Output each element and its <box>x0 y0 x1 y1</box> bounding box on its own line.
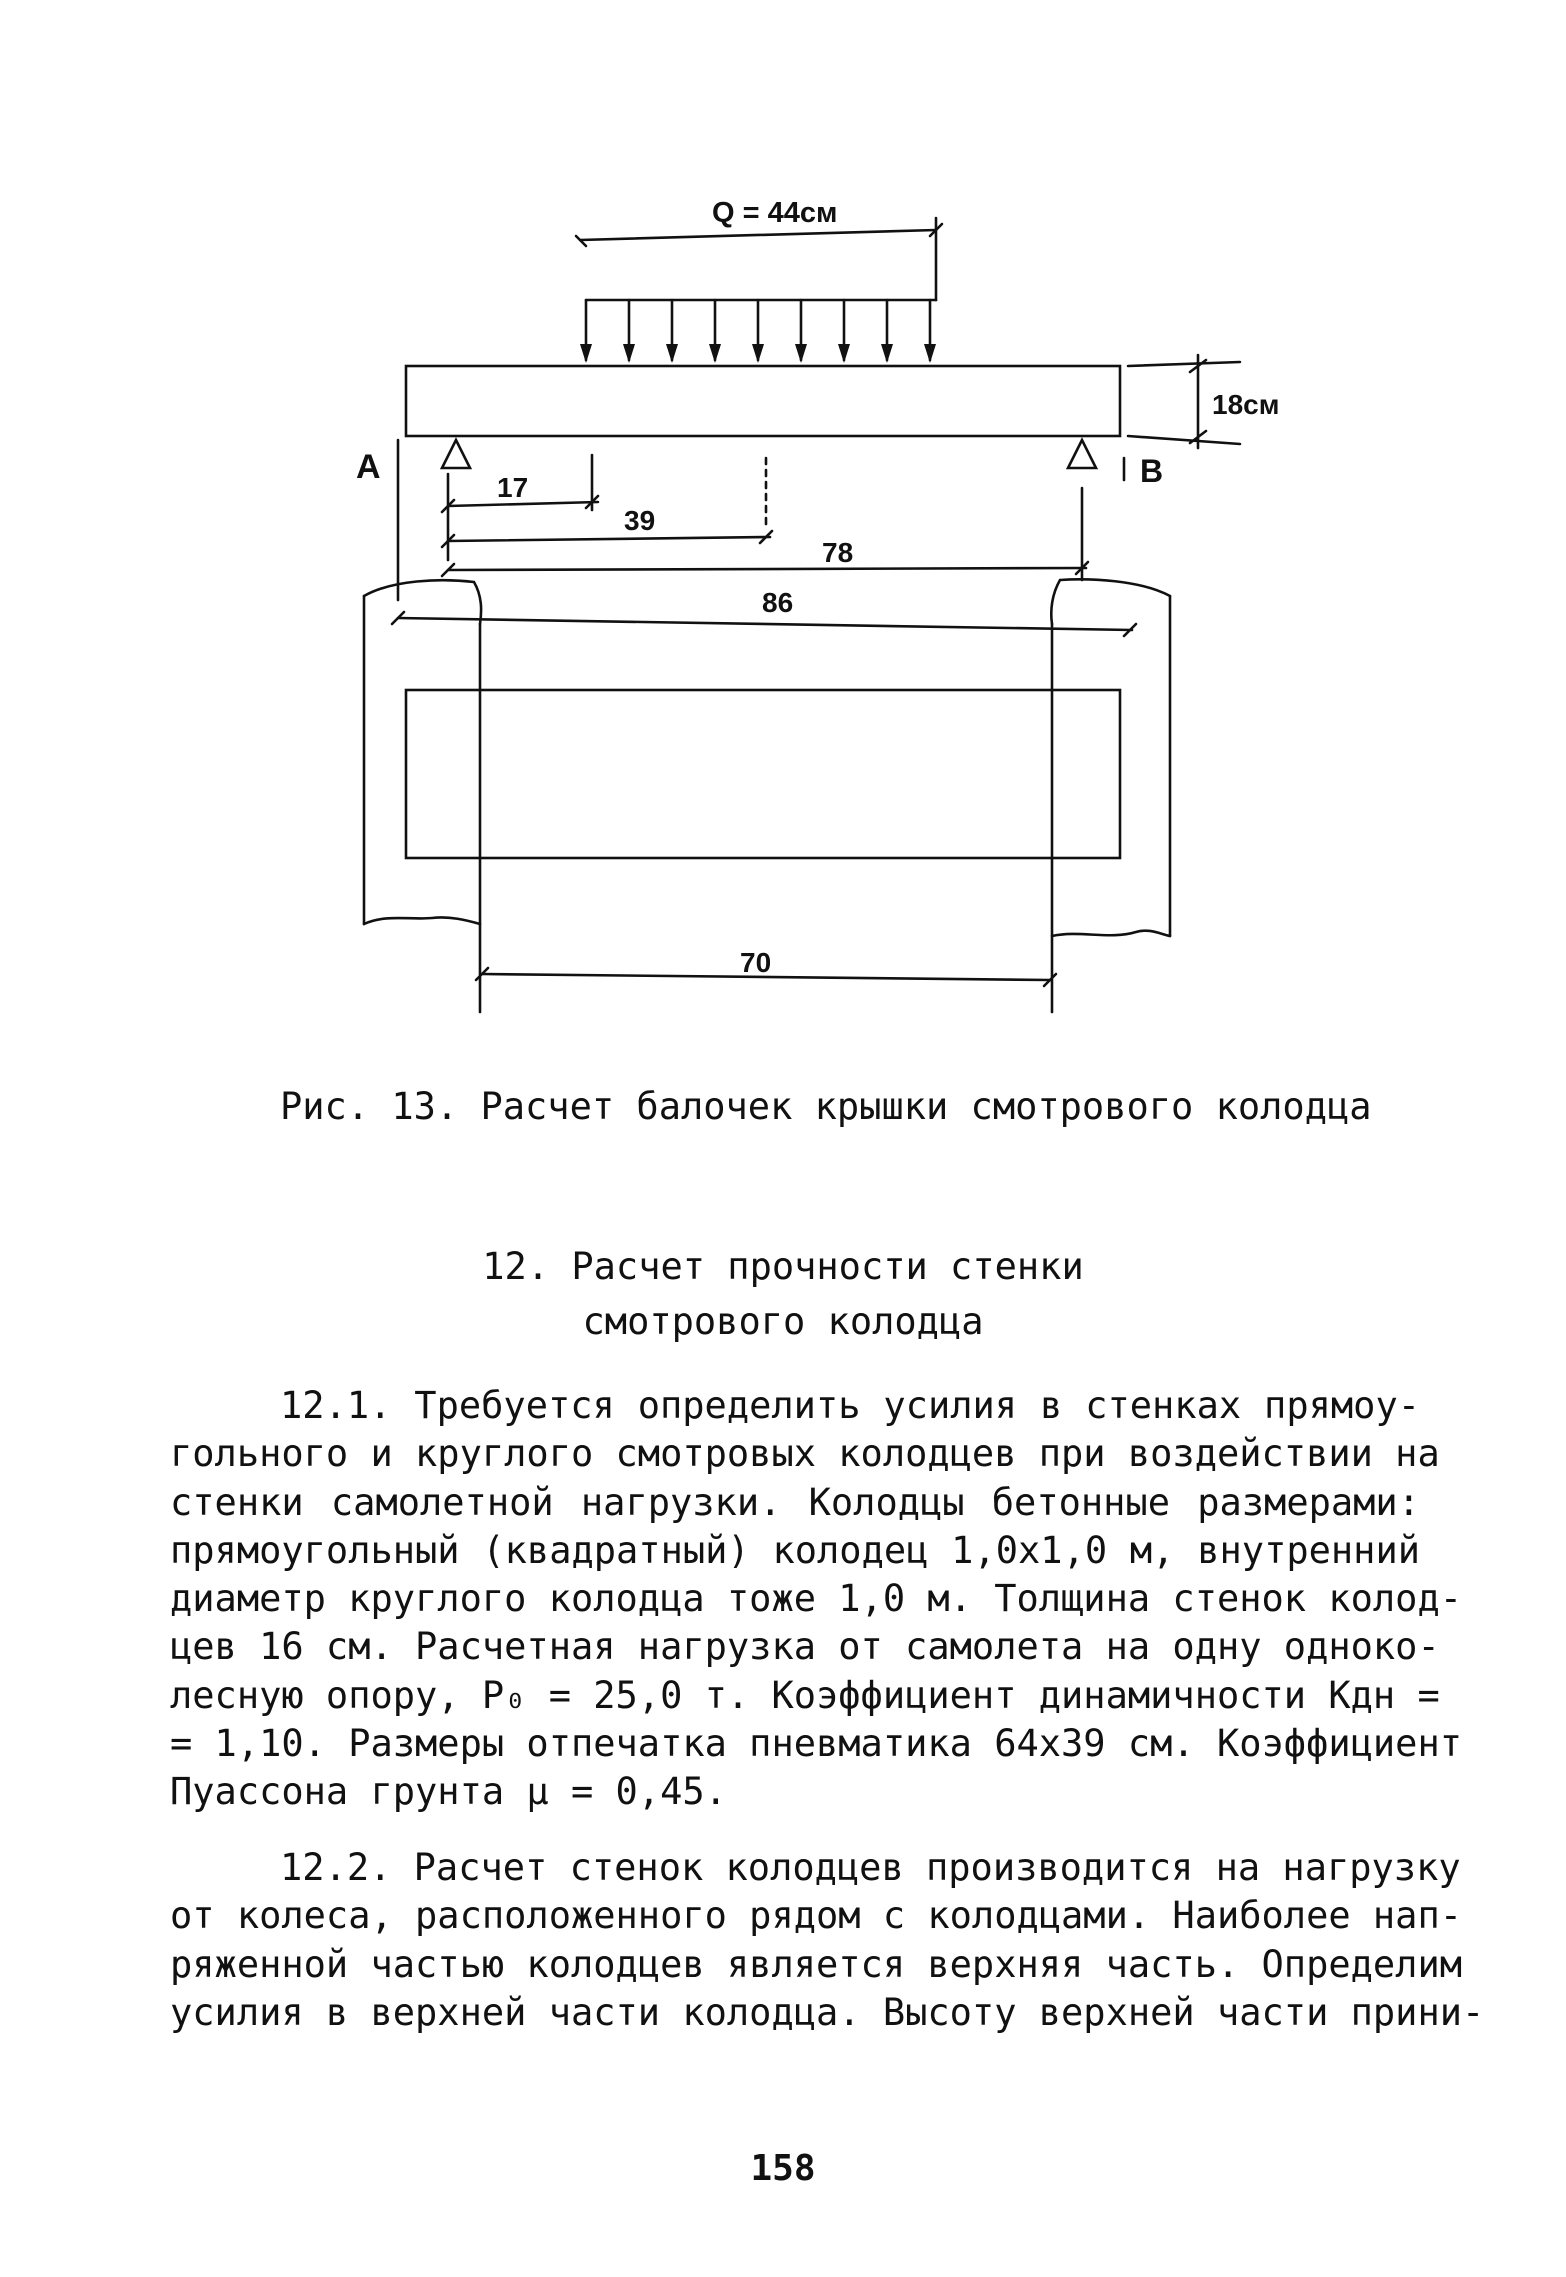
text-line: 12.1. Требуется определить усилия в стенках прямоу- <box>280 1384 1420 1427</box>
text-line: Пуассона грунта μ = 0,45. <box>170 1770 727 1814</box>
text-line: 12.2. Расчет стенок колодцев производится на нагрузку <box>280 1846 1461 1889</box>
paragraph-12-2 <box>170 1844 1485 2037</box>
text-line: диаметр круглого колодца тоже 1,0 м. Толщина стенок колод- <box>170 1577 1463 1621</box>
text-line: ряженной частью колодцев является верхняя часть. Определим <box>170 1942 1463 1986</box>
dimension-78-label: 78 <box>822 537 854 568</box>
page-number: 158 <box>750 2148 816 2189</box>
text-line: от колеса, расположенного рядом с колодцами. Наиболее нап- <box>170 1894 1463 1938</box>
text-line: лесную опору, Р₀ = 25,0 т. Коэффициент динамичности Кдн = <box>170 1673 1440 1717</box>
paragraph-12-1 <box>170 1382 1463 1817</box>
support-a-label: A <box>356 448 381 486</box>
text-line: цев 16 см. Расчетная нагрузка от самолета на одну одноко- <box>170 1625 1440 1669</box>
dimension-86-label: 86 <box>762 587 794 618</box>
text-line: усилия в верхней части колодца. Высоту верхней части прини- <box>170 1990 1485 2034</box>
section-title-line-2: смотрового колодца <box>582 1300 984 1343</box>
beam-diagram <box>0 0 1566 1030</box>
beam-height-label: 18см <box>1212 389 1280 420</box>
dimension-39-label: 39 <box>624 505 656 536</box>
load-width-label: Q = 44см <box>712 197 838 229</box>
section-title-line-1: 12. Расчет прочности стенки <box>482 1245 1084 1288</box>
support-b-label: B <box>1140 453 1164 489</box>
text-line: стенки самолетной нагрузки. Колодцы бетонные размерами: <box>170 1480 1420 1524</box>
text-line: гольного и круглого смотровых колодцев при воздействии на <box>170 1432 1440 1476</box>
figure-caption: Рис. 13. Расчет балочек крышки смотрового колодца <box>280 1085 1372 1128</box>
text-line: прямоугольный (квадратный) колодец 1,0х1,0 м, внутренний <box>170 1528 1420 1572</box>
text-line: = 1,10. Размеры отпечатка пневматика 64х39 см. Коэффициент <box>170 1722 1463 1766</box>
dimension-17-label: 17 <box>497 472 529 503</box>
dimension-70-label: 70 <box>740 947 772 978</box>
